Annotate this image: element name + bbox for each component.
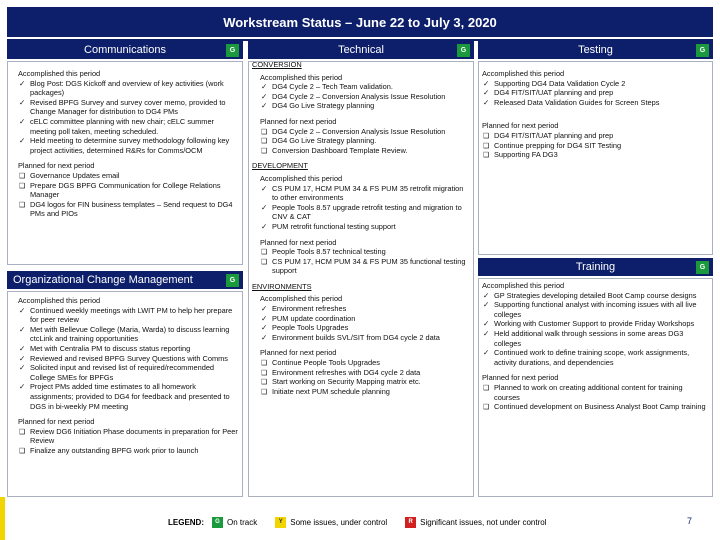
list-item: ✓ Released Data Validation Guides for Screen Steps	[483, 97, 660, 107]
list-item: ✓ People Tools Upgrades	[261, 323, 349, 333]
testing-planned-list	[482, 131, 710, 160]
spacer	[482, 107, 710, 121]
technical-development-accomplished-label: Accomplished this period	[260, 173, 343, 183]
check-icon: ✓	[19, 116, 26, 126]
technical-development-accomplished-list	[260, 184, 470, 232]
technical-environments-heading: ENVIRONMENTS	[252, 281, 312, 291]
list-item: ✓ DG4 Cycle 2 – Conversion Analysis Issue Resolution	[261, 91, 446, 101]
check-icon: ✓	[261, 202, 268, 212]
list-item: ✓ Continued weekly meetings with LWIT PM to help her prepare for peer review	[19, 305, 233, 325]
list-item: ❑ Review DG6 Initiation Phase documents in preparation for Peer Review	[19, 426, 238, 446]
list-item: ❑ People Tools 8.57 technical testing	[261, 247, 386, 257]
training-planned-label: Planned for next period	[482, 373, 559, 383]
legend-item-green	[212, 517, 257, 528]
legend	[168, 513, 564, 531]
testing-status-badge: G	[696, 44, 709, 57]
check-icon: ✓	[19, 343, 26, 353]
testing-accomplished-list	[482, 79, 710, 108]
communications-accomplished-list	[18, 79, 240, 156]
page-number: 7	[686, 516, 692, 526]
check-icon: ✓	[483, 97, 490, 107]
training-accomplished-list	[482, 291, 710, 368]
list-item: ❑ DG4 Cycle 2 – Conversion Analysis Issue Resolution	[261, 126, 446, 136]
list-item: ❑ Governance Updates email	[19, 170, 120, 180]
technical-conversion-accomplished-label: Accomplished this period	[260, 72, 343, 82]
checkbox-icon: ❑	[483, 150, 490, 160]
list-item: ✓ DG4 FIT/SIT/UAT planning and prep	[483, 88, 614, 98]
list-item: ✓ Solicited input and revised list of required/recommended College SMEs for BPFGs	[19, 363, 215, 382]
checkbox-icon: ❑	[261, 377, 268, 387]
checkbox-icon: ❑	[261, 136, 268, 146]
checkbox-icon: ❑	[19, 170, 26, 180]
check-icon: ✓	[19, 363, 26, 373]
list-item: ✓ PUM update coordination	[261, 313, 356, 323]
check-icon: ✓	[19, 136, 26, 146]
check-icon: ✓	[261, 101, 268, 111]
list-item: ❑ Prepare DGS BPFG Communication for College Relations Manager	[19, 180, 221, 200]
check-icon: ✓	[19, 78, 26, 88]
checkbox-icon: ❑	[261, 247, 268, 257]
list-item: ❑ Continued development on Business Analyst Boot Camp training	[483, 402, 706, 412]
list-item: ✓ Met with Centralia PM to discuss status reporting	[19, 343, 191, 353]
ocm-status-badge: G	[226, 274, 239, 287]
testing-header-text: Testing	[578, 44, 613, 56]
communications-status-badge: G	[226, 44, 239, 57]
checkbox-icon: ❑	[261, 126, 268, 136]
testing-header	[478, 41, 713, 59]
checkbox-icon: ❑	[19, 445, 26, 455]
list-item: ❑ Continue People Tools Upgrades	[261, 358, 380, 368]
testing-planned-label: Planned for next period	[482, 121, 559, 131]
technical-header-text: Technical	[338, 44, 384, 56]
technical-conversion-planned-label: Planned for next period	[260, 116, 337, 126]
checkbox-icon: ❑	[261, 367, 268, 377]
check-icon: ✓	[483, 348, 490, 358]
communications-accomplished-label: Accomplished this period	[18, 69, 101, 78]
technical-environments-planned-list	[260, 358, 470, 396]
list-item: ✓ Working with Customer Support to provide Friday Workshops	[483, 319, 695, 329]
check-icon: ✓	[483, 88, 490, 98]
technical-conversion-heading: CONVERSION	[252, 60, 302, 69]
check-icon: ✓	[261, 82, 268, 92]
list-item: ❑ DG4 logos for FIN business templates – Send request to DG4 PMs and PIOs	[19, 199, 233, 219]
list-item: ✓ GP Strategies developing detailed Boot Camp course designs	[483, 290, 697, 300]
technical-conversion-accomplished-list	[260, 82, 470, 111]
technical-environments-accomplished-label: Accomplished this period	[260, 294, 343, 304]
testing-body	[482, 69, 710, 160]
legend-text-red: Significant issues, not under control	[420, 517, 547, 527]
communications-header	[7, 41, 243, 59]
ocm-planned-label: Planned for next period	[18, 417, 95, 427]
communications-planned-label: Planned for next period	[18, 161, 95, 171]
list-item: ✓ Supporting DG4 Data Validation Cycle 2	[483, 78, 626, 88]
list-item: ❑ DG4 FIT/SIT/UAT planning and prep	[483, 130, 614, 140]
technical-development-heading: DEVELOPMENT	[252, 161, 308, 171]
page-title-text: Workstream Status – June 22 to July 3, 2020	[223, 14, 497, 30]
checkbox-icon: ❑	[261, 145, 268, 155]
checkbox-icon: ❑	[261, 358, 268, 368]
list-item: ✓ Project PMs added time estimates to all homework assignments; provided to DG4 for feedback and presented to DGS in bi-weekly PM meeting	[19, 382, 230, 411]
checkbox-icon: ❑	[261, 256, 268, 266]
ocm-planned-list	[18, 427, 240, 456]
training-accomplished-label: Accomplished this period	[482, 281, 565, 290]
list-item: ❑ Start working on Security Mapping matrix etc.	[261, 377, 421, 387]
testing-accomplished-label: Accomplished this period	[482, 69, 565, 78]
ocm-header-text: Organizational Change Management	[13, 274, 193, 286]
list-item: ❑ Environment refreshes with DG4 cycle 2 data	[261, 367, 421, 377]
training-header-text: Training	[575, 261, 616, 273]
check-icon: ✓	[483, 300, 490, 310]
check-icon: ✓	[483, 78, 490, 88]
left-accent-bar	[0, 497, 5, 540]
technical-development-planned-label: Planned for next period	[260, 237, 337, 247]
list-item: ✓ Environment builds SVL/SIT from DG4 cycle 2 data	[261, 332, 440, 342]
checkbox-icon: ❑	[19, 199, 26, 209]
check-icon: ✓	[19, 324, 26, 334]
check-icon: ✓	[261, 221, 268, 231]
check-icon: ✓	[483, 328, 490, 338]
communications-header-text: Communications	[84, 44, 166, 56]
communications-planned-list	[18, 171, 240, 219]
list-item: ✓ DG4 Cycle 2 – Tech Team validation.	[261, 82, 393, 92]
check-icon: ✓	[483, 290, 490, 300]
list-item: ❑ Continue prepping for DG4 SIT Testing	[483, 140, 622, 150]
ocm-accomplished-list	[18, 306, 240, 412]
list-item: ✓ Met with Bellevue College (Maria, Warda) to discuss learning ctcLink and training opportunities	[19, 324, 230, 344]
legend-item-red	[405, 517, 546, 528]
list-item: ✓ Blog Post: DGS Kickoff and overview of key activities (work packages)	[19, 78, 224, 98]
page-title	[7, 7, 713, 37]
check-icon: ✓	[261, 183, 268, 193]
legend-text-yellow: Some issues, under control	[290, 517, 388, 527]
list-item: ✓ Held additional walk through sessions in some areas DG3 colleges	[483, 328, 684, 348]
technical-body	[252, 60, 470, 396]
check-icon: ✓	[19, 305, 26, 315]
check-icon: ✓	[19, 97, 26, 107]
legend-swatch-green: G	[212, 517, 223, 528]
legend-label: LEGEND:	[168, 517, 204, 527]
list-item: ✓ Environment refreshes	[261, 304, 347, 314]
checkbox-icon: ❑	[483, 382, 490, 392]
list-item: ✓ Revised BPFG Survey and survey cover memo, provided to Change Manager for distribution to DG4 PMs	[19, 97, 226, 117]
technical-development-planned-list	[260, 247, 470, 276]
checkbox-icon: ❑	[483, 140, 490, 150]
technical-development-body	[252, 174, 470, 276]
technical-environments-planned-label: Planned for next period	[260, 348, 337, 358]
check-icon: ✓	[19, 353, 26, 363]
checkbox-icon: ❑	[19, 180, 26, 190]
ocm-accomplished-label: Accomplished this period	[18, 296, 101, 305]
legend-text-green: On track	[227, 517, 258, 527]
ocm-header	[7, 271, 243, 289]
checkbox-icon: ❑	[483, 130, 490, 140]
check-icon: ✓	[261, 313, 268, 323]
check-icon: ✓	[261, 91, 268, 101]
check-icon: ✓	[483, 319, 490, 329]
check-icon: ✓	[261, 332, 268, 342]
list-item: ✓ Supporting functional analyst with incoming issues with all live colleges	[483, 300, 697, 319]
legend-swatch-yellow: Y	[275, 517, 286, 528]
list-item: ❑ DG4 Go Live Strategy planning.	[261, 136, 377, 146]
list-item: ✓ PUM retrofit functional testing support	[261, 221, 396, 231]
list-item: ✓ Continued work to define training scope, work assignments, activity durations, and dependencies	[483, 348, 690, 367]
check-icon: ✓	[261, 304, 268, 314]
checkbox-icon: ❑	[483, 402, 490, 412]
legend-item-yellow	[275, 517, 387, 528]
training-planned-list	[482, 383, 710, 412]
list-item: ❑ CS PUM 17, HCM PUM 34 & FS PUM 35 functional testing support	[261, 256, 466, 276]
legend-swatch-red: R	[405, 517, 416, 528]
technical-environments-accomplished-list	[260, 304, 470, 342]
checkbox-icon: ❑	[19, 426, 26, 436]
communications-body	[18, 69, 240, 219]
list-item: ✓ cELC committee planning with new chair; cELC summer meeting poll taken, meeting scheduled.	[19, 116, 215, 136]
technical-environments-body	[252, 294, 470, 396]
check-icon: ✓	[19, 382, 26, 392]
list-item: ❑ Planned to work on creating additional content for training courses	[483, 382, 683, 402]
technical-conversion-body	[252, 73, 470, 156]
ocm-body	[18, 296, 240, 456]
list-item: ✓ CS PUM 17, HCM PUM 34 & FS PUM 35 retrofit migration to other environments	[261, 183, 464, 203]
list-item: ✓ DG4 Go Live Strategy planning	[261, 101, 375, 111]
training-body	[482, 281, 710, 412]
technical-header	[248, 41, 474, 59]
list-item: ✓ Reviewed and revised BPFG Survey Questions with Comms	[19, 353, 228, 363]
list-item: ❑ Supporting FA DG3	[483, 150, 558, 160]
training-header	[478, 258, 713, 276]
list-item: ❑ Conversion Dashboard Template Review.	[261, 145, 408, 155]
list-item: ✓ People Tools 8.57 upgrade retrofit testing and migration to CNV & CAT	[261, 202, 462, 222]
technical-conversion-planned-list	[260, 127, 470, 156]
training-status-badge: G	[696, 261, 709, 274]
check-icon: ✓	[261, 323, 268, 333]
technical-status-badge: G	[457, 44, 470, 57]
list-item: ❑ Finalize any outstanding BPFG work prior to launch	[19, 445, 199, 455]
list-item: ❑ Initiate next PUM schedule planning	[261, 386, 390, 396]
list-item: ✓ Held meeting to determine survey methodology following key project activities, determined R&Rs for Comms/OCM	[19, 136, 230, 155]
checkbox-icon: ❑	[261, 386, 268, 396]
